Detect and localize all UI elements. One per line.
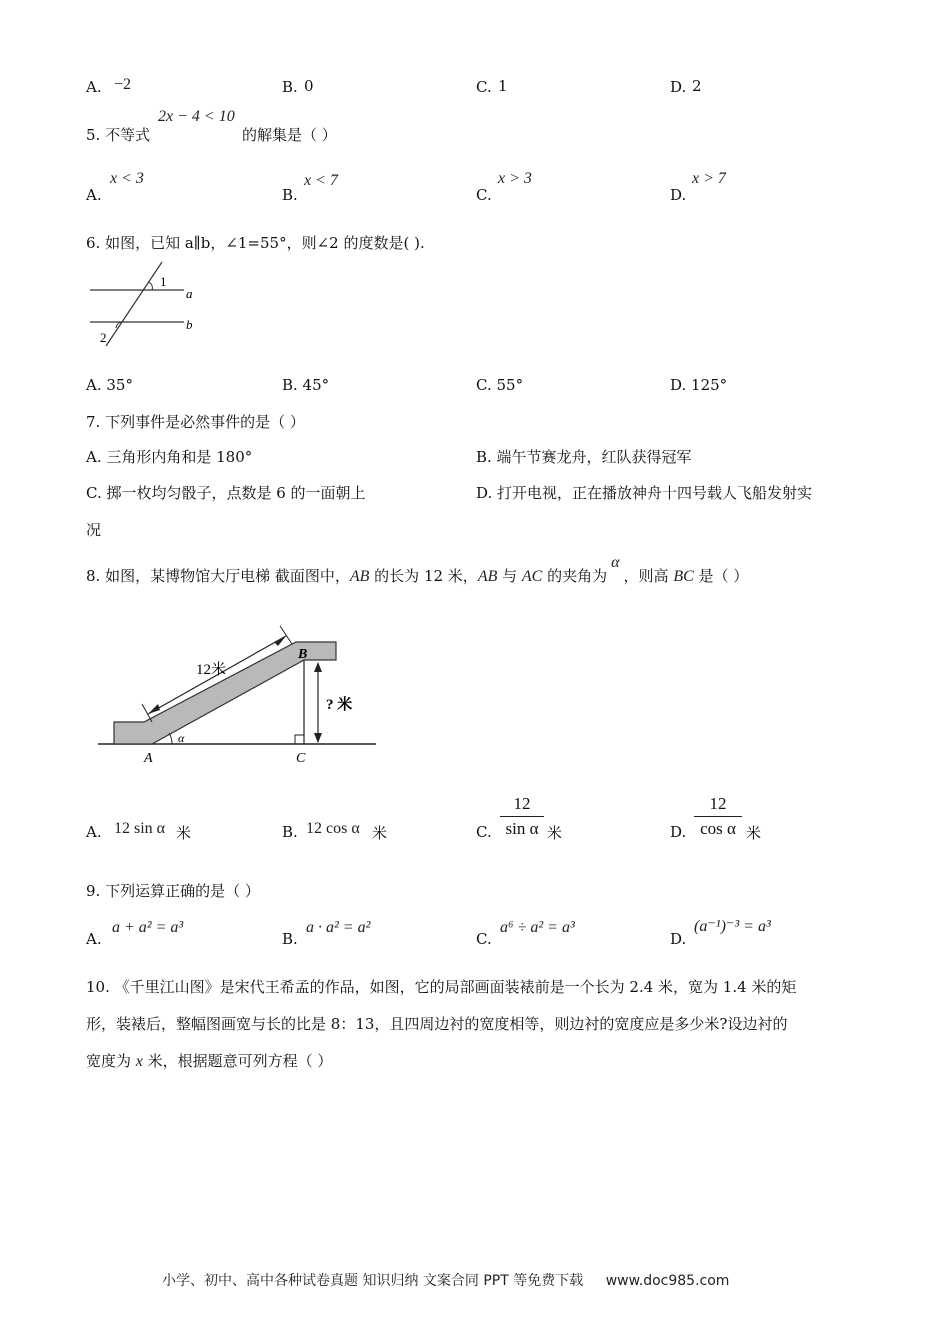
q8-ac: AC	[521, 568, 543, 585]
q4-option-c-value: 1	[498, 77, 508, 95]
q8-bc: BC	[673, 568, 694, 585]
q4-option-c-label: C.	[476, 78, 492, 96]
q4-option-d-label: D.	[670, 78, 687, 96]
q8-point-c: C	[296, 751, 306, 766]
footer-text: 小学、初中、高中各种试卷真题 知识归纳 文案合同 PPT 等免费下载	[162, 1273, 584, 1289]
q8-stem-part3: 与	[497, 567, 522, 585]
q8-option-c-numerator: 12	[513, 794, 531, 813]
q8-ab: AB	[349, 568, 370, 585]
q9-stem: 9. 下列运算正确的是（ ）	[86, 882, 260, 900]
q8-option-c-denominator: sin α	[505, 819, 539, 838]
q5-option-d-value: x > 7	[692, 170, 726, 187]
q6-label-b: b	[186, 317, 193, 332]
q8-option-d-numerator: 12	[709, 794, 727, 813]
q8-height-label: ? 米	[326, 697, 353, 713]
q4-option-b-value: 0	[304, 77, 314, 95]
q10-line-2: 形，装裱后，整幅图画宽与长的比是 8：13，且四周边衬的宽度相等，则边衬的宽度应是多少米?设边衬的	[86, 1015, 788, 1033]
q8-length-arrowhead-start	[148, 704, 160, 714]
q6-stem: 6. 如图，已知 a∥b，∠1=55°，则∠2 的度数是( ).	[86, 234, 425, 252]
q8-option-d-label: D.	[670, 823, 687, 841]
q8-height-arrowhead-bottom	[314, 733, 322, 743]
q8-alpha: α	[611, 554, 620, 571]
q8-alpha-arc	[169, 733, 172, 744]
q5-stem-suffix: 的解集是（ ）	[242, 126, 337, 144]
q7-option-c: C. 掷一枚均匀骰子，点数是 6 的一面朝上	[86, 484, 366, 502]
q9-option-c-expr: a⁶ ÷ a² = a³	[500, 919, 575, 936]
q9-option-d-expr: (a⁻¹)⁻³ = a³	[694, 918, 771, 935]
q8-option-b-unit: 米	[372, 824, 388, 842]
footer	[162, 1270, 729, 1290]
q7-option-d-wrap: 况	[86, 521, 102, 539]
footer-site: www.doc985.com	[605, 1273, 730, 1289]
q5-expression: 2x − 4 < 10	[158, 108, 235, 125]
q5-option-b-label: B.	[282, 186, 298, 204]
q7-option-a: A. 三角形内角和是 180°	[86, 448, 253, 466]
q5-option-b-value: x < 7	[304, 172, 338, 189]
q10-line-3-suffix: 米，根据题意可列方程（ ）	[142, 1052, 333, 1070]
q8-stem	[86, 554, 749, 586]
q8-stem-part5: ，则高	[623, 567, 674, 585]
q9-option-a-label: A.	[86, 930, 102, 948]
q6-option-b: B. 45°	[282, 376, 330, 394]
q7-option-d: D. 打开电视，正在播放神舟十四号载人飞船发射实	[476, 484, 813, 502]
q8-option-b-expr: 12 cos α	[306, 820, 360, 837]
q8-option-d-unit: 米	[746, 824, 762, 842]
q5-option-a-value: x < 3	[110, 170, 144, 187]
q5-option-a-label: A.	[86, 186, 102, 204]
q8-right-angle-mark	[295, 735, 304, 744]
q8-option-c-unit: 米	[547, 824, 563, 842]
q8-stem-part2: 的长为 12 米，	[369, 567, 478, 585]
q7-option-b: B. 端午节赛龙舟，红队获得冠军	[476, 448, 692, 466]
q8-alpha-label: α	[178, 731, 185, 745]
q8-option-a-expr: 12 sin α	[114, 820, 166, 837]
q6-label-1: 1	[160, 274, 167, 289]
q6-option-d: D. 125°	[670, 376, 728, 394]
q4-option-b-label: B.	[282, 78, 298, 96]
q8-stem-part4: 的夹角为	[542, 567, 608, 585]
q8-option-c-label: C.	[476, 823, 492, 841]
q9-option-c-label: C.	[476, 930, 492, 948]
q8-height-arrowhead-top	[314, 662, 322, 672]
q4-option-d-value: 2	[692, 77, 702, 95]
q8-point-b: B	[298, 647, 308, 662]
q9-option-b-expr: a · a² = a²	[306, 919, 371, 936]
q7-stem: 7. 下列事件是必然事件的是（ ）	[86, 413, 305, 431]
q4-option-a-value: −2	[114, 76, 132, 93]
q10-line-3	[86, 1050, 332, 1071]
q10-line-3-prefix: 宽度为	[86, 1052, 136, 1070]
q8-option-c-fraction	[500, 794, 544, 839]
q6-option-c: C. 55°	[476, 376, 524, 394]
q9-option-b-label: B.	[282, 930, 298, 948]
q6-angle-1-arc	[148, 282, 152, 290]
q5-option-c-label: C.	[476, 186, 492, 204]
q5-stem-prefix: 5. 不等式	[86, 126, 151, 144]
q9-option-d-label: D.	[670, 930, 687, 948]
q9-option-a-expr: a + a² = a³	[112, 919, 184, 936]
q8-length-arrowhead-end	[274, 636, 286, 646]
q10-line-1: 10. 《千里江山图》是宋代王希孟的作品，如图，它的局部画面装裱前是一个长为 2.4 米，宽为 1.4 米的矩	[86, 978, 797, 996]
q8-stem-part6: 是（ ）	[693, 567, 749, 585]
q6-label-2: 2	[100, 330, 107, 345]
q8-option-d-denominator: cos α	[700, 819, 736, 838]
q8-option-a-unit: 米	[176, 824, 192, 842]
q8-option-b-label: B.	[282, 823, 298, 841]
q8-option-a-label: A.	[86, 823, 102, 841]
q5-option-c-value: x > 3	[498, 170, 532, 187]
q8-length-label: 12米	[196, 662, 227, 678]
q8-point-a: A	[144, 751, 153, 766]
q8-escalator-figure	[96, 612, 386, 772]
q6-transversal	[106, 262, 162, 346]
q8-length-tick-end	[280, 626, 292, 644]
q8-option-d-fraction	[694, 794, 742, 839]
q8-ab-2: AB	[477, 568, 498, 585]
q6-label-a: a	[186, 286, 193, 301]
q6-option-a: A. 35°	[86, 376, 133, 394]
q4-option-a-label: A.	[86, 78, 102, 96]
q6-parallel-lines-figure	[86, 260, 206, 350]
q5-option-d-label: D.	[670, 186, 687, 204]
q8-stem-part1: 8. 如图，某博物馆大厅电梯 截面图中，	[86, 567, 350, 585]
q10-variable-x: x	[135, 1053, 143, 1070]
